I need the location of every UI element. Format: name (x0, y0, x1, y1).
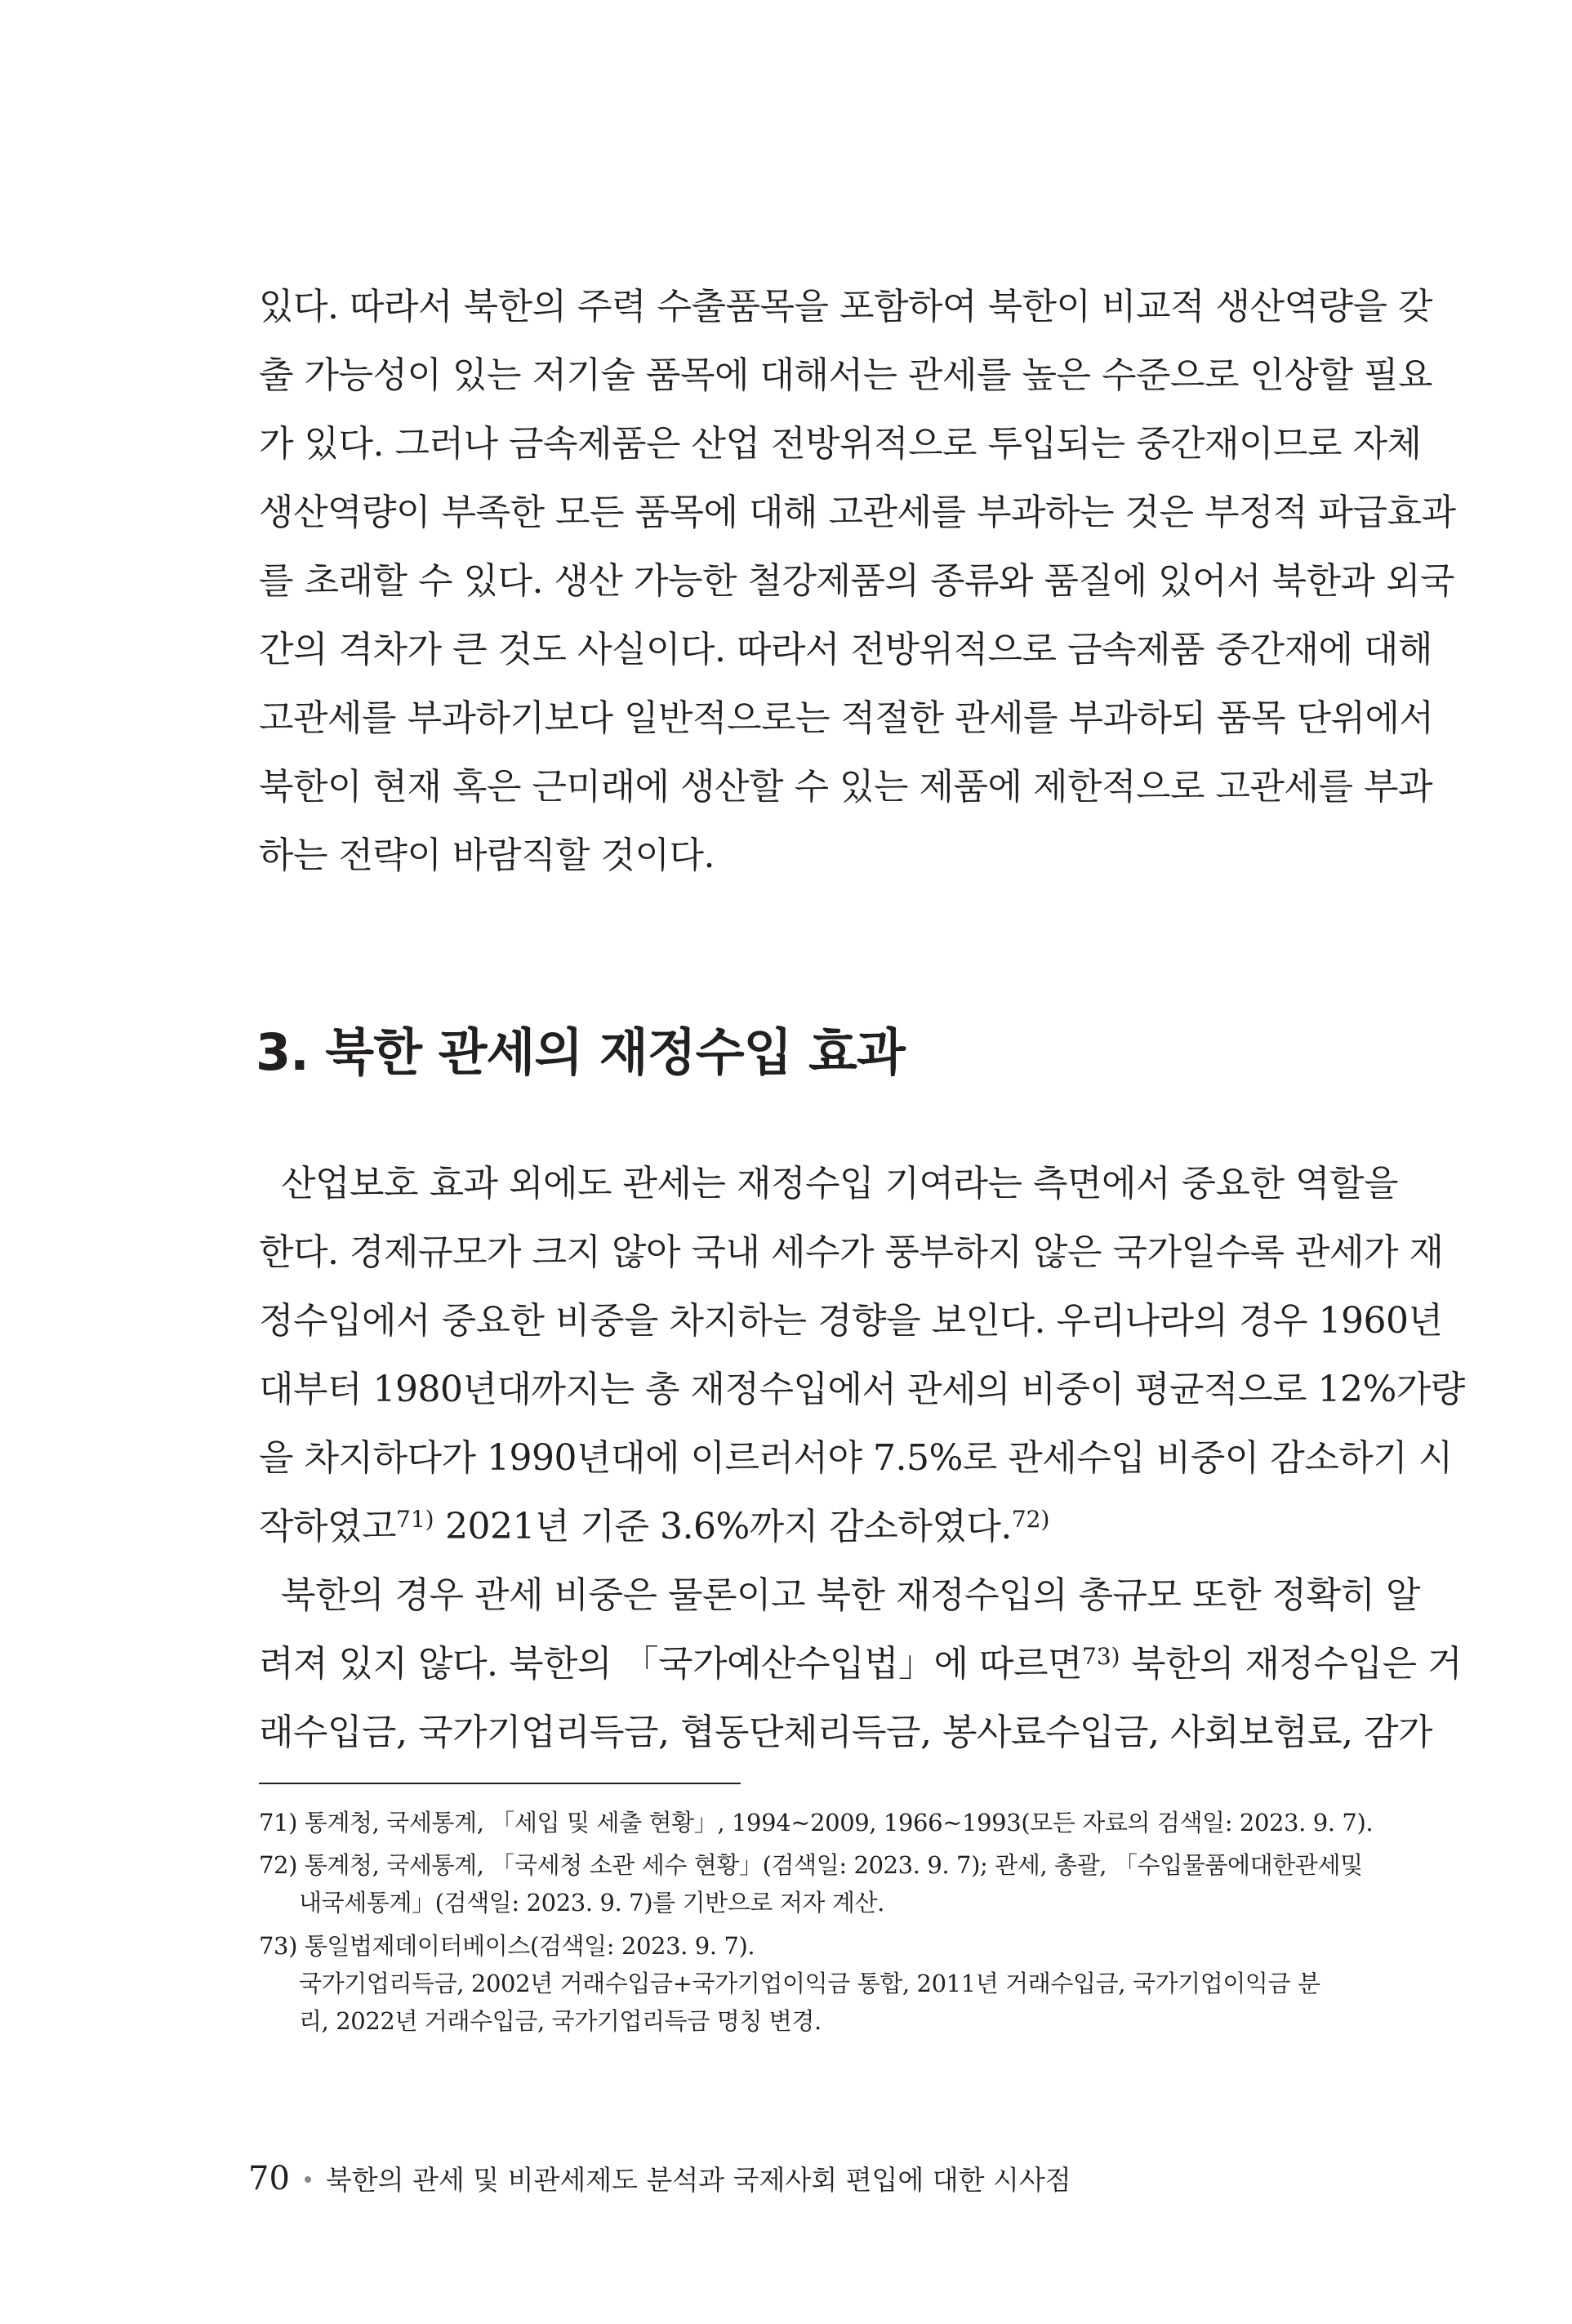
footnote-71: 71) 통계청, 국세통계, 「세입 및 세출 현황」, 1994~2009, 1966~1993(모든 자료의 검색일: 2023. 9. 7). (259, 1809, 1374, 1836)
paragraph-1-line: 출 가능성이 있는 저기술 품목에 대해서는 관세를 높은 수준으로 인상할 필요 (259, 354, 1432, 396)
paragraph-1-line: 있다. 따라서 북한의 주력 수출품목을 포함하여 북한이 비교적 생산역량을 갖 (259, 286, 1432, 327)
paragraph-3-line: 북한의 경우 관세 비중은 물론이고 북한 재정수입의 총규모 또한 정확히 알 (259, 1574, 1420, 1616)
footnote-ref-72[interactable]: 72) (1011, 1506, 1050, 1533)
footnote-divider (259, 1783, 741, 1784)
running-title: 북한의 관세 및 비관세제도 분석과 국제사회 편입에 대한 시사점 (325, 2164, 1071, 2196)
paragraph-1-line: 생산역량이 부족한 모든 품목에 대해 고관세를 부과하는 것은 부정적 파급효과 (259, 492, 1456, 533)
section-heading: 3. 북한 관세의 재정수입 효과 (256, 1022, 905, 1082)
paragraph-1-line: 간의 격차가 큰 것도 사실이다. 따라서 전방위적으로 금속제품 중간재에 대해 (259, 629, 1432, 670)
text-segment: 작하였고 (259, 1506, 397, 1547)
paragraph-1-line: 를 초래할 수 있다. 생산 가능한 철강제품의 종류와 품질에 있어서 북한과 외국 (259, 560, 1454, 602)
paragraph-1-line: 가 있다. 그러나 금속제품은 산업 전방위적으로 투입되는 중간재이므로 자체 (259, 423, 1422, 465)
text-segment: 려져 있지 않다. 북한의 「국가예산수입법」에 따르면 (259, 1643, 1082, 1685)
page-footer (248, 2154, 1071, 2203)
footnote-ref-71[interactable]: 71) (396, 1506, 434, 1533)
bullet-separator-icon (305, 2176, 311, 2183)
paragraph-2-line: 한다. 경제규모가 크지 않아 국내 세수가 풍부하지 않은 국가일수록 관세가 재 (259, 1231, 1444, 1273)
footnote-72-continued: 내국세통계」(검색일: 2023. 9. 7)를 기반으로 저자 계산. (299, 1889, 884, 1917)
paragraph-1-line: 하는 전략이 바람직할 것이다. (259, 835, 715, 876)
paragraph-2-line: 정수입에서 중요한 비중을 차지하는 경향을 보인다. 우리나라의 경우 1960년 (259, 1300, 1443, 1342)
paragraph-2-line: 을 차지하다가 1990년대에 이르러서야 7.5%로 관세수입 비중이 감소하기 시 (259, 1437, 1453, 1479)
footnote-73-continued: 리, 2022년 거래수입금, 국가기업리득금 명칭 변경. (299, 2007, 822, 2035)
paragraph-2-line: 산업보호 효과 외에도 관세는 재정수입 기여라는 측면에서 중요한 역할을 (259, 1163, 1398, 1204)
paragraph-2-line (259, 1498, 1320, 1556)
footnote-ref-73[interactable]: 73) (1082, 1643, 1120, 1670)
footnote-72: 72) 통계청, 국세통계, 「국세청 소관 세수 현황」(검색일: 2023. 9. 7); 관세, 총괄, 「수입물품에대한관세및 (259, 1851, 1363, 1879)
paragraph-3-line (259, 1636, 1463, 1693)
footnote-73: 73) 통일법제데이터베이스(검색일: 2023. 9. 7). (259, 1932, 755, 1960)
paragraph-2-line: 대부터 1980년대까지는 총 재정수입에서 관세의 비중이 평균적으로 12%가량 (259, 1369, 1465, 1410)
text-segment: 2021년 기준 3.6%까지 감소하였다. (434, 1506, 1012, 1547)
page-number: 70 (248, 2160, 290, 2197)
paragraph-1-line: 북한이 현재 혹은 근미래에 생산할 수 있는 제품에 제한적으로 고관세를 부과 (259, 766, 1432, 808)
text-segment: 북한의 재정수입은 거 (1120, 1643, 1463, 1685)
footnote-73-continued: 국가기업리득금, 2002년 거래수입금+국가기업이익금 통합, 2011년 거래수입금, 국가기업이익금 분 (299, 1970, 1320, 1997)
paragraph-3-line: 래수입금, 국가기업리득금, 협동단체리득금, 봉사료수입금, 사회보험료, 감가 (259, 1712, 1432, 1753)
paragraph-1-line: 고관세를 부과하기보다 일반적으로는 적절한 관세를 부과하되 품목 단위에서 (259, 697, 1434, 739)
